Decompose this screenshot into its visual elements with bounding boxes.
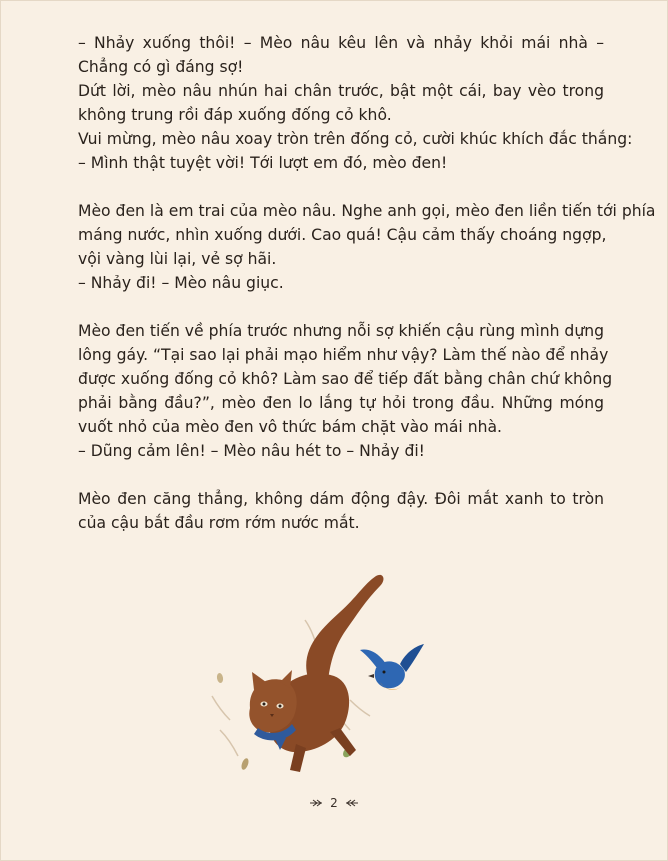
text-line: Mèo đen là em trai của mèo nâu. Nghe anh gọi, mèo đen liền tiến tới phía: [78, 202, 656, 220]
paragraph-3: [78, 319, 613, 463]
text-line: Vui mừng, mèo nâu xoay tròn trên đống cỏ, cười khúc khích đắc thắng:: [78, 130, 633, 148]
page-number: 2: [330, 795, 338, 810]
right-ornament-icon: [345, 798, 359, 808]
paragraph-2: [78, 199, 656, 295]
text-line: máng nước, nhìn xuống dưới. Cao quá! Cậu cảm thấy choáng ngợp,: [78, 226, 607, 244]
page-footer: [0, 795, 668, 810]
text-line: – Mình thật tuyệt vời! Tới lượt em đó, mèo đen!: [78, 154, 448, 172]
text-line: – Nhảy đi! – Mèo nâu giục.: [78, 274, 284, 292]
text-line: vội vàng lùi lại, vẻ sợ hãi.: [78, 250, 277, 268]
text-line: vuốt nhỏ của mèo đen vô thức bám chặt vào mái nhà.: [78, 418, 502, 436]
text-line: phải bằng đầu?”, mèo đen lo lắng tự hỏi trong đầu. Những móng: [78, 394, 604, 412]
left-ornament-icon: [309, 798, 323, 808]
text-line: – Nhảy xuống thôi! – Mèo nâu kêu lên và nhảy khỏi mái nhà –: [78, 34, 604, 52]
text-line: lông gáy. “Tại sao lại phải mạo hiểm như vậy? Làm thế nào để nhảy: [78, 346, 609, 364]
text-line: – Dũng cảm lên! – Mèo nâu hét to – Nhảy đi!: [78, 442, 425, 460]
text-line: của cậu bắt đầu rơm rớm nước mắt.: [78, 514, 360, 532]
paragraph-1: [78, 31, 633, 175]
brown-cat-icon: [249, 575, 383, 772]
cat-and-bird-illustration: [200, 560, 450, 782]
story-text: [78, 31, 656, 559]
text-line: Mèo đen tiến về phía trước nhưng nỗi sợ khiến cậu rùng mình dựng: [78, 322, 604, 340]
text-line: Dứt lời, mèo nâu nhún hai chân trước, bật một cái, bay vèo trong: [78, 82, 604, 100]
text-line: Chẳng có gì đáng sợ!: [78, 58, 244, 76]
text-line: Mèo đen căng thẳng, không dám động đậy. Đôi mắt xanh to tròn: [78, 490, 604, 508]
paragraph-4: [78, 487, 604, 535]
text-line: được xuống đống cỏ khô? Làm sao để tiếp đất bằng chân chứ không: [78, 370, 613, 388]
text-line: không trung rồi đáp xuống đống cỏ khô.: [78, 106, 392, 124]
bird-icon: [360, 644, 424, 690]
